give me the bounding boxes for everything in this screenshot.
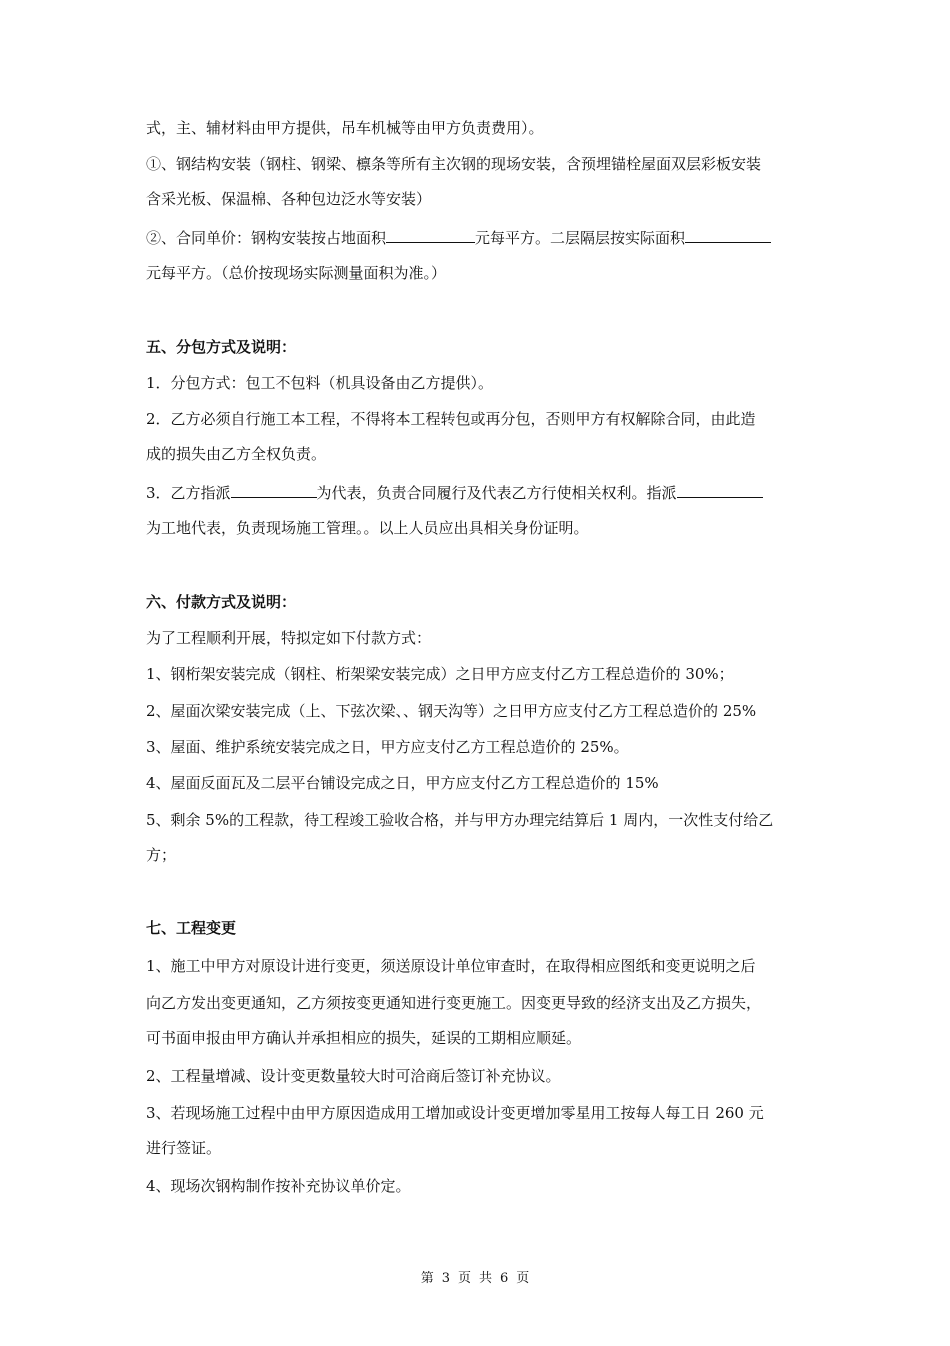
section-heading: 七、工程变更	[146, 919, 237, 937]
list-item: 3、若现场施工过程中由甲方原因造成用工增加或设计变更增加零星用工按每人每工日 260 元	[146, 1104, 764, 1122]
footer-ye: 页	[457, 1271, 471, 1286]
fill-blank-site-representative[interactable]	[677, 483, 763, 498]
footer-ye: 页	[516, 1271, 530, 1286]
list-item: 2．乙方必须自行施工本工程，不得将本工程转包或再分包，否则甲方有权解除合同，由此造	[146, 410, 756, 428]
paragraph-line: 式，主、辅材料由甲方提供，吊车机械等由甲方负责费用）。	[146, 119, 544, 137]
list-item: 4、现场次钢构制作按补充协议单价定。	[146, 1177, 411, 1195]
list-item: 1．分包方式：包工不包料（机具设备由乙方提供）。	[146, 374, 494, 392]
list-item: 2、工程量增减、设计变更数量较大时可洽商后签订补充协议。	[146, 1067, 561, 1085]
list-item: 3、屋面、维护系统安装完成之日，甲方应支付乙方工程总造价的 25%。	[146, 738, 629, 756]
list-item: 1、钢桁架安装完成（钢柱、桁架梁安装完成）之日甲方应支付乙方工程总造价的 30%；	[146, 665, 734, 683]
page-footer	[0, 1270, 950, 1288]
paragraph-line: ①、钢结构安装（钢柱、钢梁、檩条等所有主次钢的现场安装，含预埋锚栓屋面双层彩板安装	[146, 155, 762, 173]
section-heading: 五、分包方式及说明：	[146, 338, 297, 356]
list-item	[146, 483, 763, 503]
list-item-continuation: 成的损失由乙方全权负责。	[146, 445, 327, 463]
current-page-number: 3	[441, 1271, 450, 1286]
representative-text-a: 3．乙方指派	[146, 484, 231, 502]
list-item: 2、屋面次梁安装完成（上、下弦次梁、、钢天沟等）之日甲方应支付乙方工程总造价的 25%	[146, 702, 757, 720]
footer-gong: 共	[479, 1271, 493, 1286]
fill-blank-floor-price[interactable]	[685, 228, 771, 243]
list-item-continuation: 为工地代表，负责现场施工管理。。以上人员应出具相关身份证明。	[146, 519, 589, 537]
list-item-continuation: 向乙方发出变更通知，乙方须按变更通知进行变更施工。因变更导致的经济支出及乙方损失，	[146, 994, 762, 1012]
unit-price-text-b: 元每平方。二层隔层按实际面积	[475, 229, 686, 247]
list-item: 4、屋面反面瓦及二层平台铺设完成之日，甲方应支付乙方工程总造价的 15%	[146, 774, 659, 792]
list-item-continuation: 可书面申报由甲方确认并承担相应的损失，延误的工期相应顺延。	[146, 1029, 582, 1047]
representative-text-b: 为代表，负责合同履行及代表乙方行使相关权利。指派	[316, 484, 677, 502]
fill-blank-representative[interactable]	[231, 483, 317, 498]
paragraph-line: 含采光板、保温棉、各种包边泛水等安装）	[146, 190, 432, 208]
total-page-count: 6	[500, 1271, 509, 1286]
section-heading: 六、付款方式及说明：	[146, 593, 297, 611]
footer-di: 第	[420, 1271, 434, 1286]
paragraph-line: 元每平方。（总价按现场实际测量面积为准。）	[146, 264, 447, 282]
list-item: 1、施工中甲方对原设计进行变更，须送原设计单位审查时，在取得相应图纸和变更说明之后	[146, 957, 756, 975]
list-item: 5、剩余 5%的工程款，待工程竣工验收合格，并与甲方办理完结算后 1 周内，一次性支付给乙	[146, 811, 774, 829]
paragraph-line: 为了工程顺利开展，特拟定如下付款方式：	[146, 629, 432, 647]
list-item-continuation: 方；	[146, 846, 177, 864]
list-item-continuation: 进行签证。	[146, 1139, 222, 1157]
unit-price-text-a: ②、合同单价：钢构安装按占地面积	[146, 229, 387, 247]
fill-blank-area-price[interactable]	[386, 228, 475, 243]
unit-price-line	[146, 228, 771, 248]
